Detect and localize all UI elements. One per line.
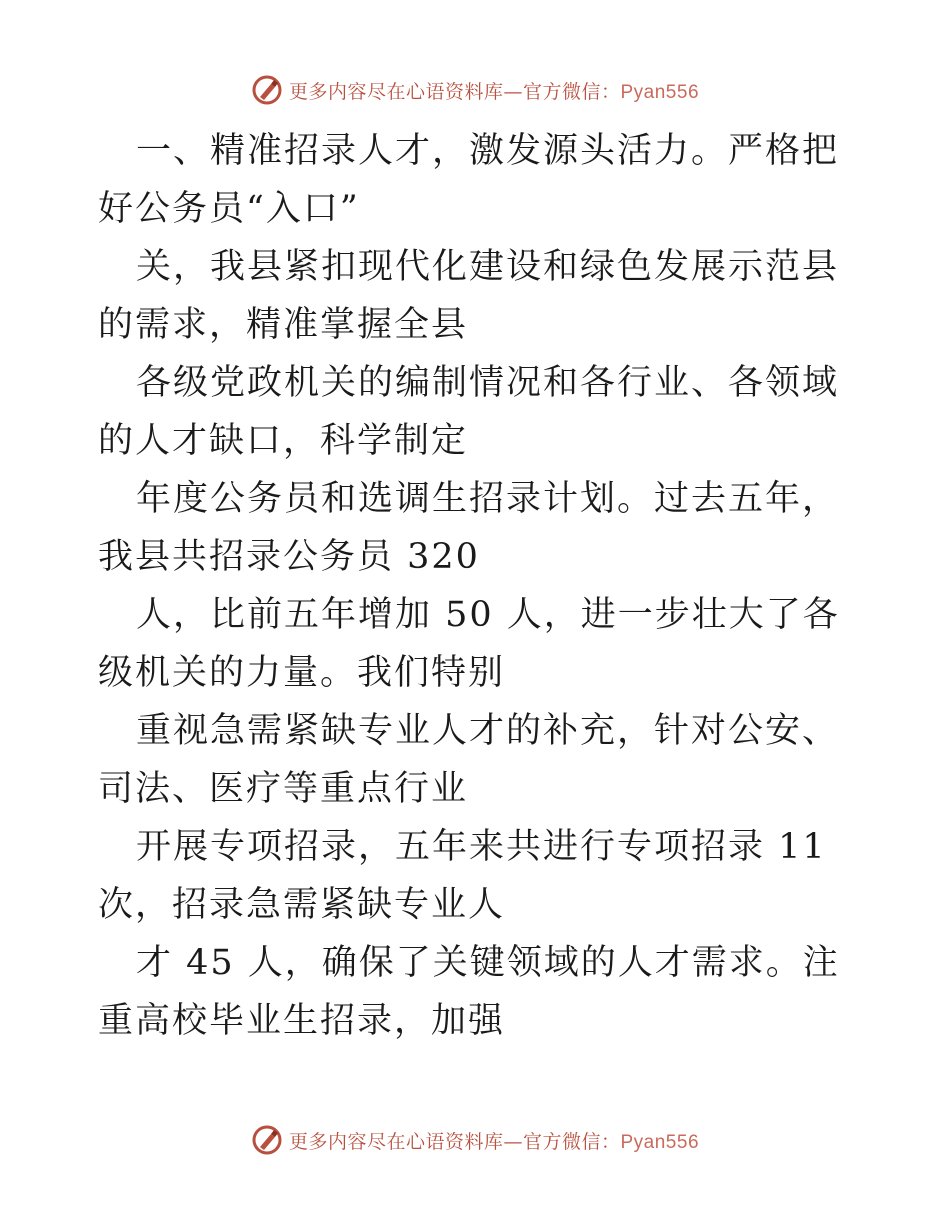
header-wechat-id: Pyan556 [620, 81, 700, 103]
paragraph-5: 人，比前五年增加 50 人，进一步壮大了各级机关的力量。我们特别 [98, 595, 840, 693]
document-body [98, 122, 858, 1050]
paragraph-7: 开展专项招录，五年来共进行专项招录 11 次，招录急需紧缺专业人 [98, 827, 827, 925]
paragraph-4: 年度公务员和选调生招录计划。过去五年，我县共招录公务员 320 [98, 479, 840, 577]
footer-wechat-id: Pyan556 [620, 1131, 700, 1153]
paragraph-3: 各级党政机关的编制情况和各行业、各领域的人才缺口，科学制定 [98, 363, 840, 461]
paragraph-2: 关，我县紧扣现代化建设和绿色发展示范县的需求，精准掌握全县 [98, 247, 840, 345]
paragraph-8: 才 45 人，确保了关键领域的人才需求。注重高校毕业生招录，加强 [98, 943, 840, 1041]
header-banner-text: 更多内容尽在心语资料库—官方微信：Pyan556 [288, 80, 700, 103]
footer-banner-text: 更多内容尽在心语资料库—官方微信：Pyan556 [288, 1130, 700, 1153]
paragraph-6: 重视急需紧缺专业人才的补充，针对公安、司法、医疗等重点行业 [98, 711, 840, 809]
pen-logo-icon [251, 74, 283, 106]
header-banner [0, 72, 950, 108]
paragraph-1: 一、精准招录人才，激发源头活力。严格把好公务员“入口” [98, 131, 840, 229]
footer-banner [0, 1122, 950, 1158]
pen-logo-icon [251, 1124, 283, 1156]
